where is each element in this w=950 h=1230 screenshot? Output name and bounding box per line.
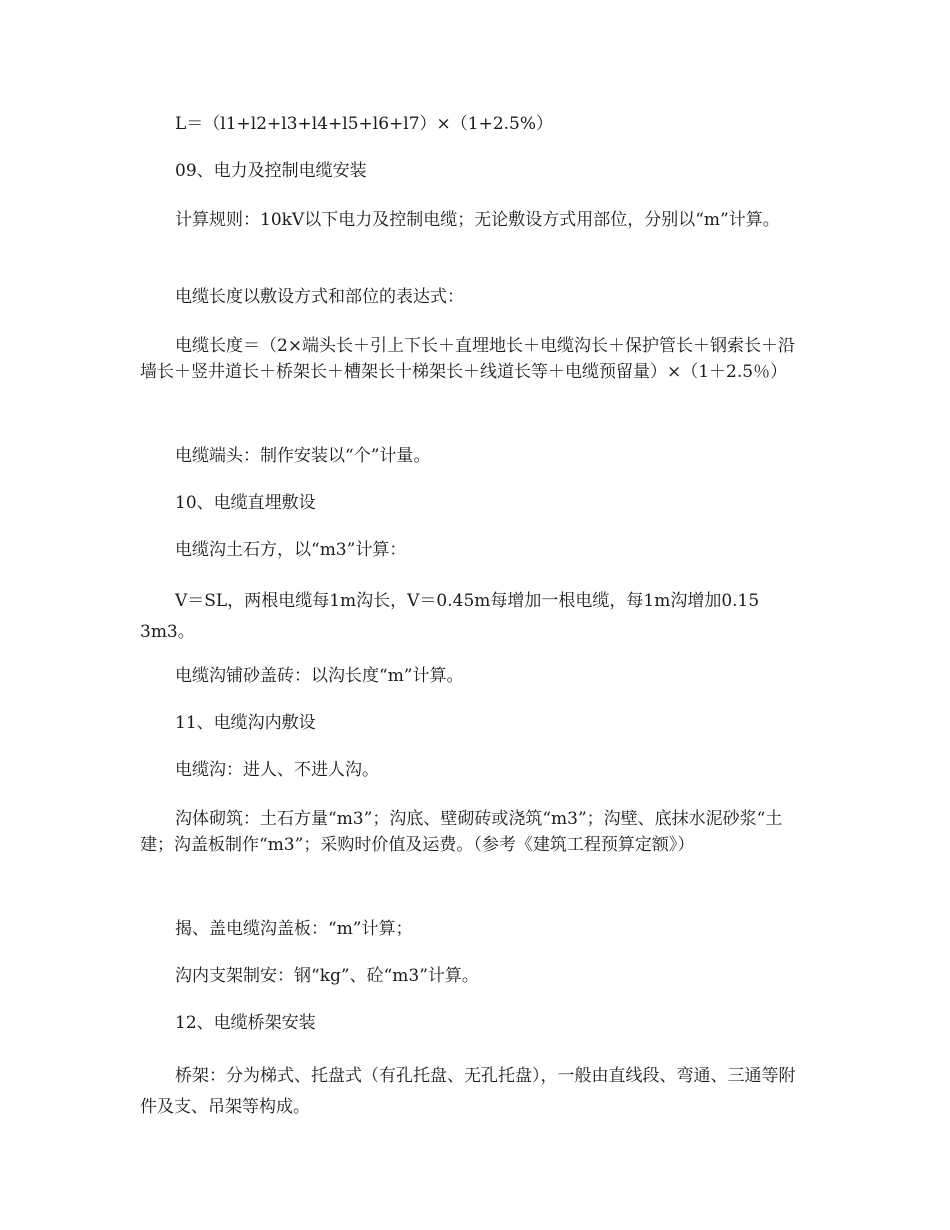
paragraph-trench-types: 电缆沟：进人、不进人沟。 [175, 760, 379, 780]
section-heading-10: 10、电缆直埋敷设 [175, 493, 316, 513]
paragraph-cover-plate: 揭、盖电缆沟盖板：“m”计算； [175, 919, 413, 939]
paragraph-cable-terminal: 电缆端头：制作安装以“个”计量。 [175, 446, 431, 466]
section-heading-11: 11、电缆沟内敷设 [175, 713, 316, 733]
paragraph-volume-formula: V＝SL，两根电缆每1m沟长，V＝0.45m每增加一根电缆，每1m沟增加0.153m3。 [140, 591, 760, 642]
paragraph-cable-length-intro: 电缆长度以敷设方式和部位的表达式： [175, 287, 464, 307]
paragraph-trench-earthwork: 电缆沟土石方，以“m3”计算： [175, 540, 407, 560]
paragraph-cable-tray: 桥架：分为梯式、托盘式（有孔托盘、无孔托盘），一般由直线段、弯通、三通等附件及支、吊架等构成。 [140, 1066, 796, 1117]
paragraph-calculation-rule: 计算规则：10kV以下电力及控制电缆；无论敷设方式用部位，分别以“m”计算。 [175, 210, 780, 230]
formula-l: L＝（l1+l2+l3+l4+l5+l6+l7）×（1+2.5%） [175, 114, 554, 134]
paragraph-bracket: 沟内支架制安：钢“kg”、砼“m3”计算。 [175, 966, 479, 986]
section-heading-09: 09、电力及控制电缆安装 [175, 161, 367, 181]
paragraph-cable-length-formula: 电缆长度＝（2×端头长＋引上下长＋直埋地长＋电缆沟长＋保护管长＋钢索长＋沿墙长＋竖井道长＋桥架长＋槽架长十梯架长＋线道长等＋电缆预留量）×（1＋2.5％） [140, 336, 796, 382]
paragraph-sand-brick: 电缆沟铺砂盖砖：以沟长度“m”计算。 [175, 666, 464, 686]
section-heading-12: 12、电缆桥架安装 [175, 1013, 316, 1033]
paragraph-masonry: 沟体砌筑：土石方量“m3”；沟底、壁砌砖或浇筑“m3”；沟壁、底抹水泥砂浆“土建；沟盖板制作“m3”；采购时价值及运费。（参考《建筑工程预算定额》） [140, 809, 783, 855]
